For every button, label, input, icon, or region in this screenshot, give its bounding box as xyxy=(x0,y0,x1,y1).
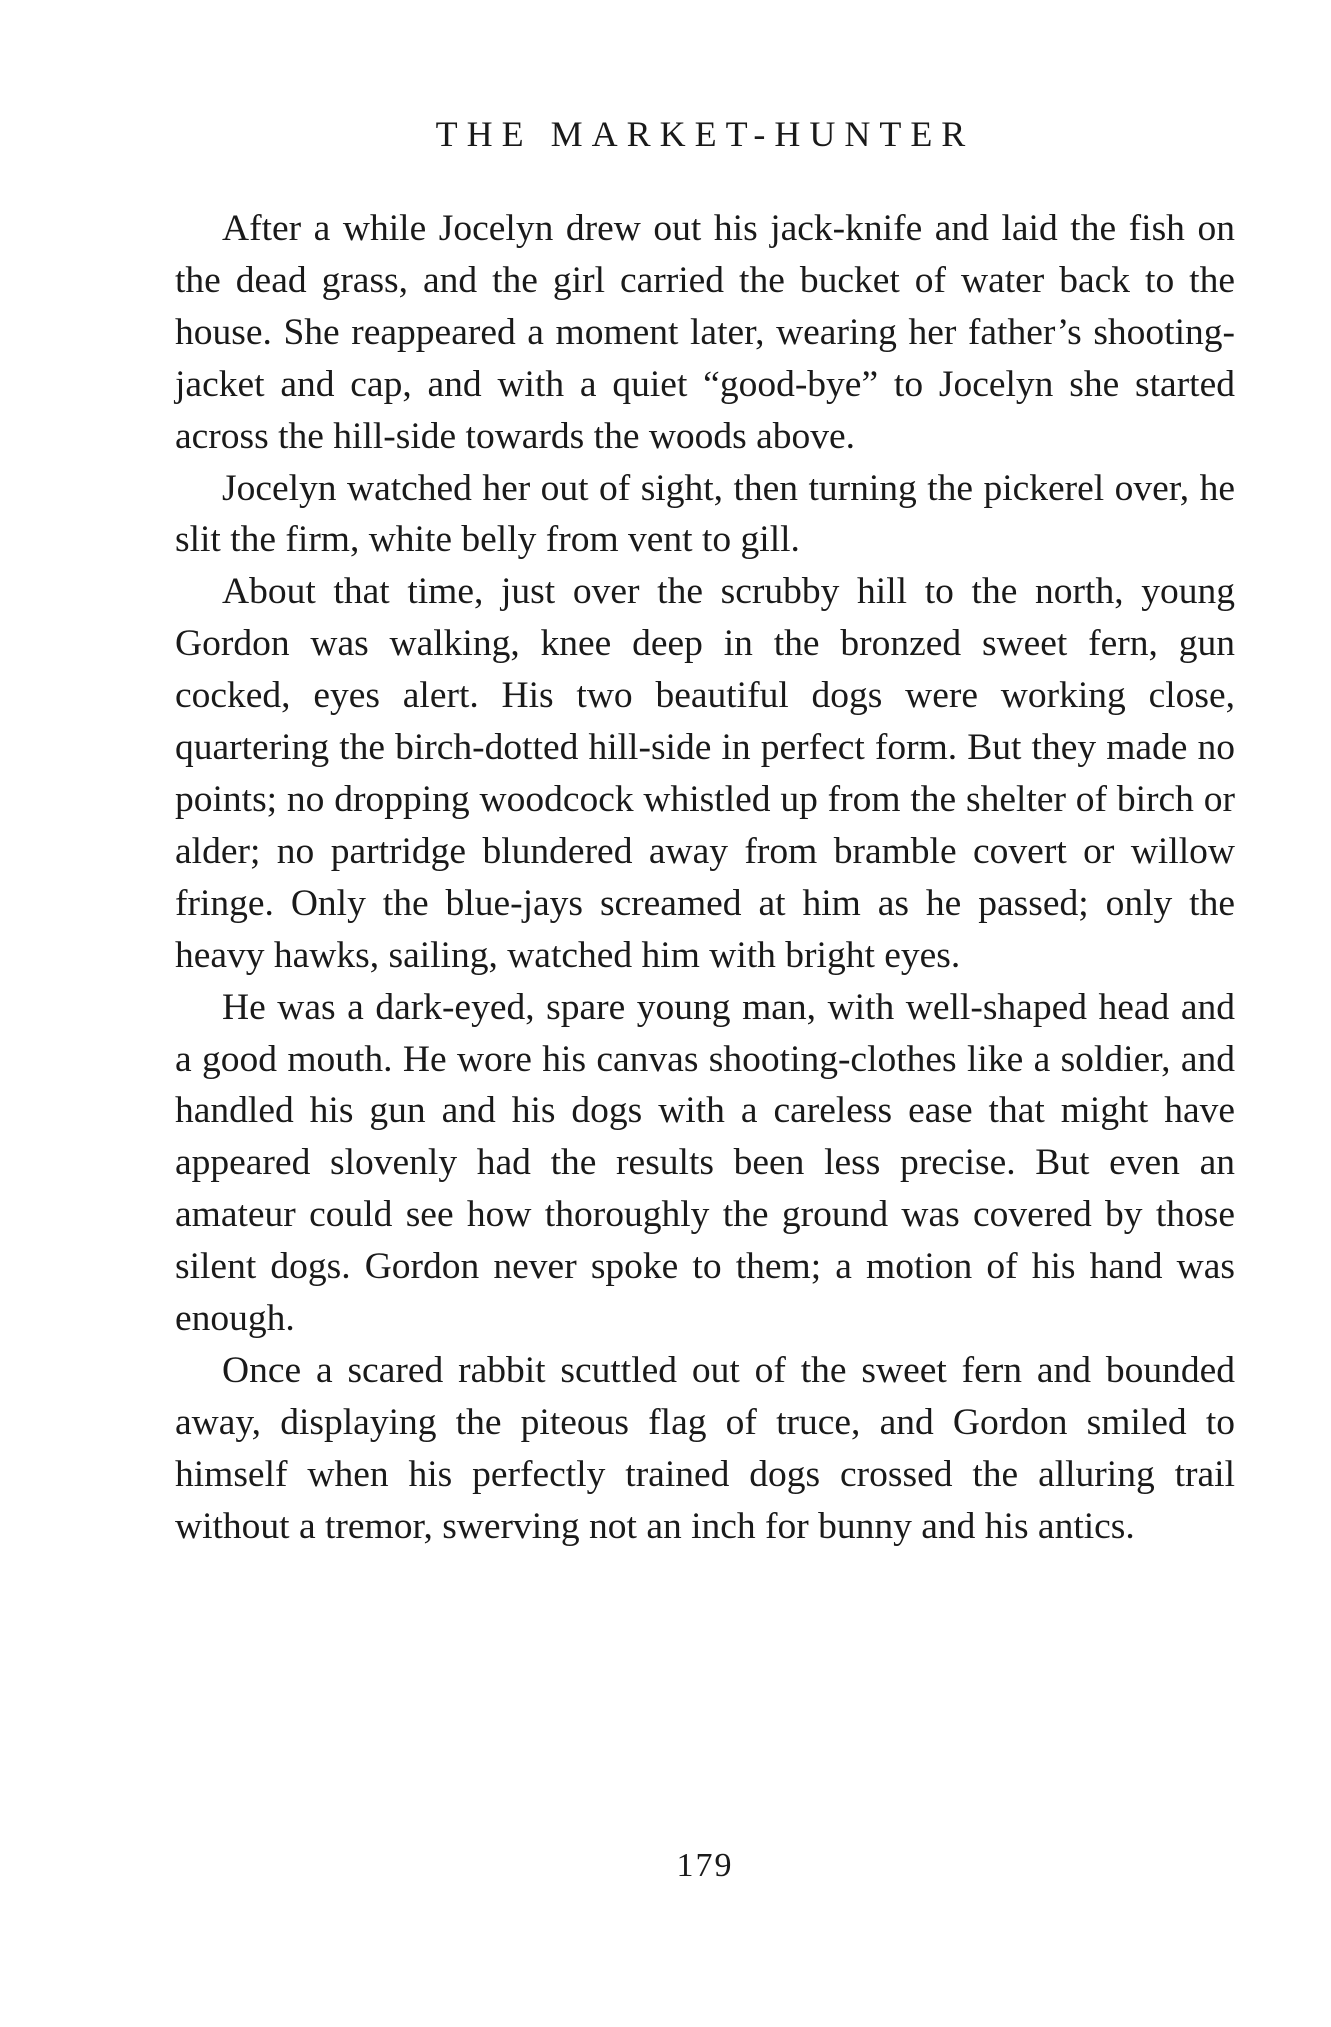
paragraph: About that time, just over the scrubby hill to the north, young Gordon was walking, knee deep in the bronzed sweet fern, gun cocked, eyes alert. His two beautiful dogs were working close, quartering the birch-dotted hill-side in perfect form. But they made no points; no dropping woodcock whistled up from the shelter of birch or alder; no partridge blundered away from bramble covert or willow fringe. Only the blue-jays screamed at him as he passed; only the heavy hawks, sailing, watched him with bright eyes. xyxy=(175,571,1235,976)
paragraph: After a while Jocelyn drew out his jack-knife and laid the fish on the dead grass, and the girl carried the bucket of water back to the house. She reappeared a moment later, wearing her father’s shooting-jacket and cap, and with a quiet “good-bye” to Jocelyn she started across the hill-side towards the woods above. xyxy=(175,208,1235,457)
paragraph: He was a dark-eyed, spare young man, with well-shaped head and a good mouth. He wore his canvas shooting-clothes like a soldier, and handled his gun and his dogs with a careless ease that might have appeared slovenly had the results been less precise. But even an amateur could see how thoroughly the ground was covered by those silent dogs. Gordon never spoke to them; a motion of his hand was enough. xyxy=(175,986,1235,1340)
paragraph: Once a scared rabbit scuttled out of the sweet fern and bounded away, displaying the piteous flag of truce, and Gordon smiled to himself when his perfectly trained dogs crossed the alluring trail without a tremor, swerving not an inch for bunny and his antics. xyxy=(175,1349,1235,1547)
paragraph: Jocelyn watched her out of sight, then turning the pickerel over, he slit the firm, white belly from vent to gill. xyxy=(175,467,1235,561)
running-head: THE MARKET-HUNTER xyxy=(435,114,975,154)
page-number: 179 xyxy=(676,1847,734,1884)
body-text xyxy=(175,203,1235,1553)
